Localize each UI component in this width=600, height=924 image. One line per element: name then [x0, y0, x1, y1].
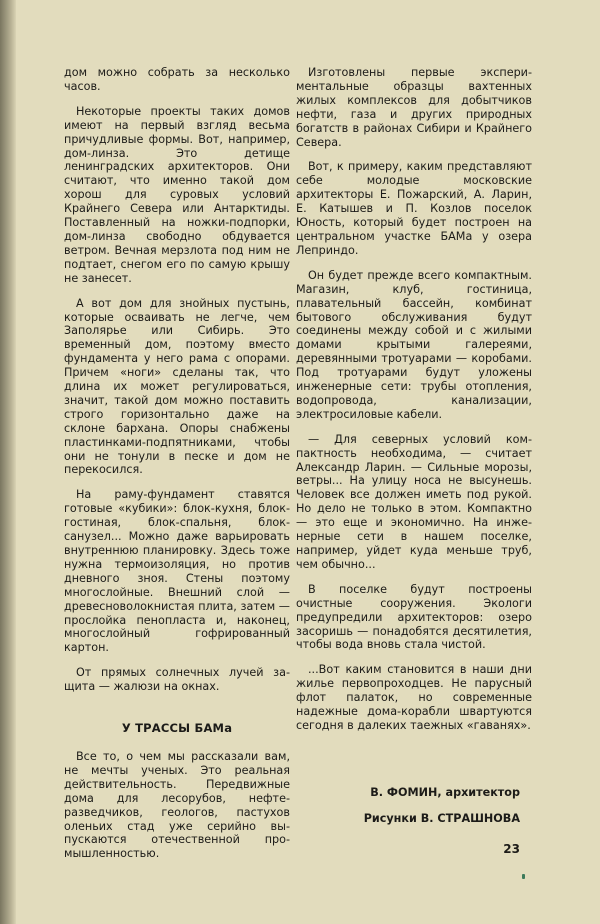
- paragraph: А вот дом для знойных пустынь, которые осваивать не легче, чем Заполярье или Сибирь. Это временный дом, поэтому вместо фундамента у него рама с опорами. Причем «ноги» сделаны так, что длина их может регулироваться, значит, такой дом можно поставить строго горизонтально даже на склоне бархана. Опоры снабжены пластинками-подпятниками, чтобы они не тонули в песке и дом не перекосился.: [64, 296, 290, 477]
- illustrator-credit: Рисунки В. СТРАШНОВА: [363, 812, 520, 825]
- right-column: [296, 66, 532, 744]
- paragraph: дом можно собрать за несколько часов.: [64, 66, 290, 93]
- left-column: [64, 66, 290, 872]
- page-number: 23: [503, 842, 520, 856]
- paragraph: Он будет прежде всего компактным. Магазин, клуб, гостиница, плавательный бассейн, комбинат бытового обслуживания будут соединены между собой и с жилыми домами крытыми галереями, деревянными тротуарами — коробами. Под тротуарами будут уложены инженерные сети: трубы отопления, водопровода, канализации, электросиловые кабели.: [296, 268, 532, 421]
- paragraph: ...Вот каким становится в наши дни жилье первопроходцев. Не парусный флот палаток, но современные надежные дома-корабли швартуются сегодня в далеких таежных «гаванях».: [296, 663, 532, 732]
- paragraph: Некоторые проекты таких домов имеют на первый взгляд весьма причудливые формы. Вот, например, дом-линза. Это детище ленинградских архитекторов. Они считают, что именно такой дом хорош для суровых условий Крайнего Севера или Антарктиды. Поставленный на ножки-подпорки, дом-линза свободно обдувается ветром. Вечная мерзлота под ним не подтает, снегом его по самую крышу не занесет.: [64, 104, 290, 285]
- section-heading: У ТРАССЫ БАМа: [121, 721, 233, 736]
- page-spine-shadow: [0, 0, 16, 924]
- paragraph: От прямых солнечных лучей защита — жалюзи на окнах.: [64, 666, 290, 694]
- author-signature: В. ФОМИН, архитектор: [370, 786, 520, 799]
- paragraph: В поселке будут построены очистные сооружения. Экологи предупредили архитекторов: озеро засоришь — понадобятся десятилетия, чтобы вода вновь стала чистой.: [296, 582, 532, 652]
- paragraph: На раму-фундамент ставятся готовые «кубики»: блок-кухня, блок-гостиная, блок-спальня, блок-санузел... Можно даже варьировать внутреннюю планировку. Здесь тоже нужна термоизоляция, но против дневного зноя. Стены поэтому многослойные. Внешний слой — древесноволокнистая плита, затем — прослойка пенопласта и, наконец, многослойный гофрированный картон.: [64, 488, 290, 655]
- paragraph: — Для северных условий компактность необходима, — считает Александр Ларин. — Сильные морозы, ветры... На улицу носа не высунешь. Человек все должен иметь под рукой. Но дело не только в этом. Компактно — это еще и экономично. На инженерные сети в нашем поселке, например, уйдет куда меньше труб, чем обычно...: [296, 432, 532, 571]
- paragraph: Изготовлены первые экспериментальные образцы вахтенных жилых комплексов для добытчиков нефти, газа и других природных богатств в районах Сибири и Крайнего Севера.: [296, 66, 532, 149]
- paragraph: Все то, о чем мы рассказали вам, не мечты ученых. Это реальная действительность. Передвижные дома для лесорубов, нефтеразведчиков, геологов, пастухов оленьих стад уже серийно выпускаются отечественной промышленностью.: [64, 749, 290, 861]
- paragraph: Вот, к примеру, каким представляют себе молодые московские архитекторы Е. Пожарский, А. Ларин, Е. Катышев и П. Козлов поселок Юность, который будет построен на центральном участке БАМа у озера Леприндо.: [296, 160, 532, 257]
- magazine-page: [16, 0, 600, 924]
- ink-speck: [522, 874, 525, 879]
